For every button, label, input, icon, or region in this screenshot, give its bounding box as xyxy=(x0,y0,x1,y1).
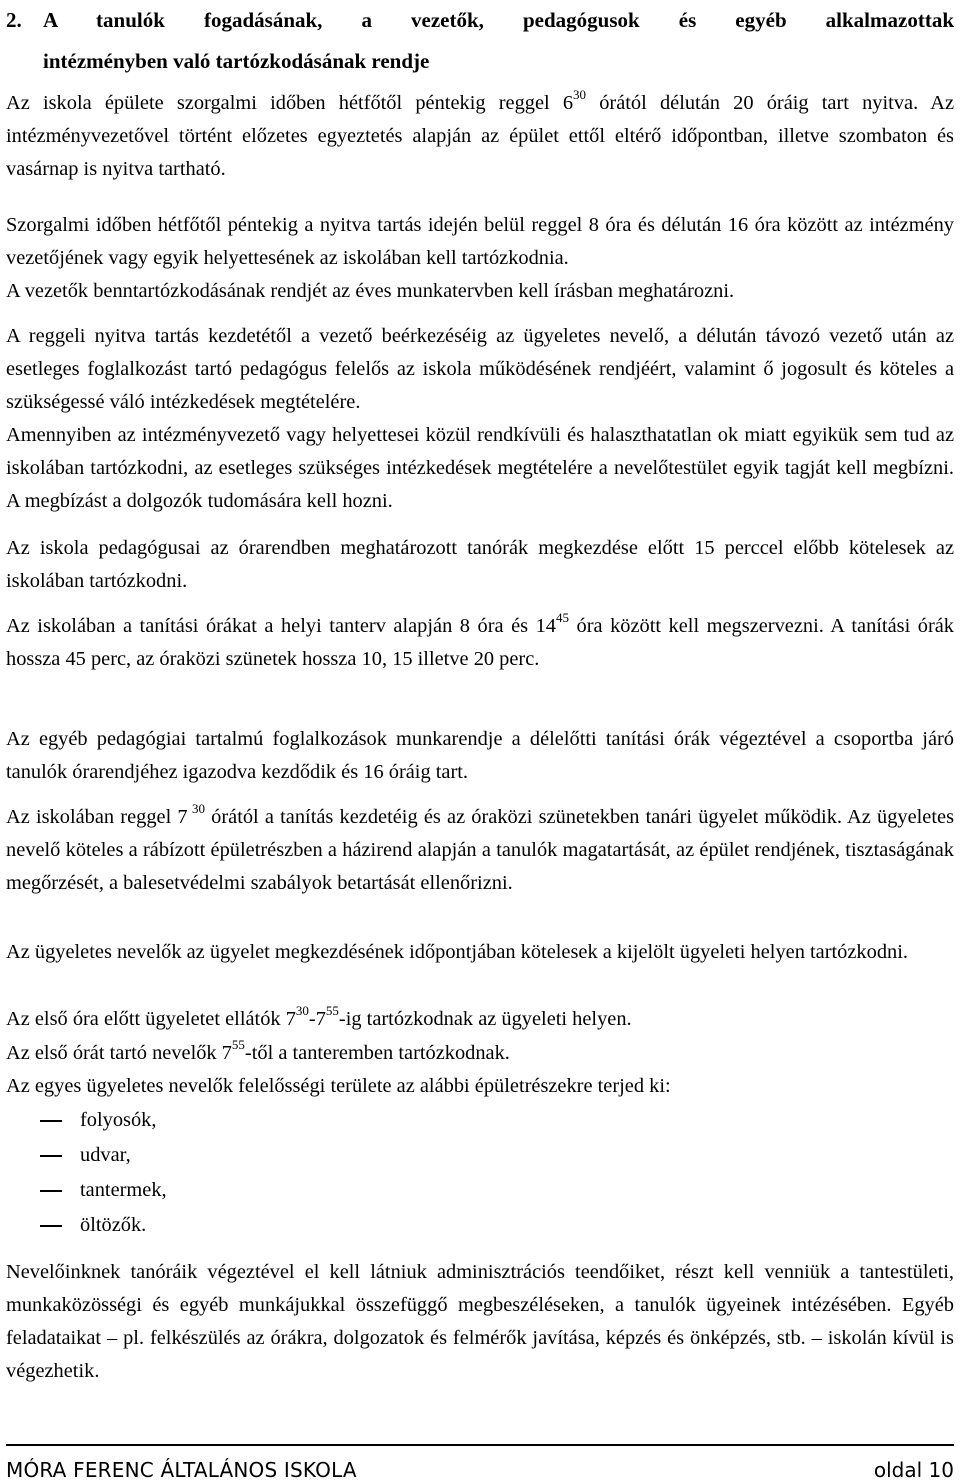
section-title-part2: intézményben való tartózkodásának rendje xyxy=(43,49,430,73)
section-title-part1: A tanulók fogadásának, a vezetők, pedagógusok és egyéb alkalmazottak xyxy=(43,8,954,32)
section-number: 2. xyxy=(6,8,22,32)
paragraph-responsibility: A reggeli nyitva tartás kezdetétől a vezető beérkezéséig az ügyeletes nevelő, a délután távozó vezető után az esetleges foglalkozást tartó pedagógus felelős az iskola működésének rendjéért, valamint ő jogosult és köteles a szükségessé váló intézkedések megtételére. xyxy=(6,325,954,413)
paragraph-morning-duty xyxy=(6,1003,954,1036)
dash-bullet-icon xyxy=(40,1190,62,1192)
footer-page-number: oldal 10 xyxy=(873,1458,954,1482)
list-item-label: udvar, xyxy=(80,1144,131,1166)
text-run: -7 xyxy=(308,1008,326,1030)
paragraph-duty-location: Az ügyeletes nevelők az ügyelet megkezdésének időpontjában kötelesek a kijelölt ügyeleti helyen tartózkodni. xyxy=(6,941,908,963)
section-heading xyxy=(6,0,954,82)
superscript: 45 xyxy=(555,610,569,626)
paragraph-opening-hours xyxy=(6,87,954,186)
paragraph-teacher-arrival: Az iskola pedagógusai az órarendben meghatározott tanórák megkezdése előtt 15 perccel előbb kötelesek az iskolában tartózkodni. xyxy=(6,537,954,592)
text-run: Az iskolában reggel 7 xyxy=(6,806,188,828)
superscript: 30 xyxy=(187,801,205,817)
list-item xyxy=(40,1138,440,1173)
text-run: -ig tartózkodnak az ügyeleti helyen. xyxy=(338,1008,632,1030)
paragraph-substitute: Amennyiben az intézményvezető vagy helyettesei közül rendkívüli és halaszthatatlan ok miatt egyikük sem tud az iskolában tartózkodni, az esetleges szükséges intézkedések megtételére a nevelőtestület egyik tagját kell megbízni. A megbízást a dolgozók tudomására kell hozni. xyxy=(6,424,954,512)
superscript: 55 xyxy=(325,1003,339,1019)
list-item-label: tantermek, xyxy=(80,1179,167,1201)
text-run: Az első óra előtt ügyeletet ellátók 7 xyxy=(6,1008,296,1030)
list-item xyxy=(40,1208,440,1243)
superscript: 30 xyxy=(295,1003,309,1019)
text-run: -től a tanteremben tartózkodnak. xyxy=(244,1042,510,1064)
text-run: Az iskola épülete szorgalmi időben hétfőtől péntekig reggel 6 xyxy=(6,92,574,114)
list-item xyxy=(40,1103,440,1138)
section-heading-line1 xyxy=(6,0,954,41)
text-run: órától délután 20 óráig tart nyitva. Az intézményvezetővel történt előzetes egyeztetés alapján az épület ettől eltérő időpontban, illetve szombaton és vasárnap is nyitva tartható. xyxy=(6,92,954,180)
text-run: órától a tanítás kezdetéig és az óraközi szünetekben tanári ügyelet működik. Az ügyeletes nevelő köteles a rábízott épületrészben a házirend alapján a tanulók magatartását, az épület rendjének, tisztaságának megőrzését, a balesetvédelmi szabályok betartását ellenőrizni. xyxy=(6,806,955,894)
paragraph-lesson-times xyxy=(6,610,954,676)
dash-bullet-icon xyxy=(40,1155,62,1157)
list-item-label: folyosók, xyxy=(80,1109,157,1131)
paragraph-leader-presence: Szorgalmi időben hétfőtől péntekig a nyitva tartás idején belül reggel 8 óra és délután 16 óra között az intézmény vezetőjének vagy egyik helyettesének az iskolában kell tartózkodnia. xyxy=(6,214,954,269)
text-run: óra között kell megszervezni. A tanítási órák hossza 45 perc, az óraközi szünetek hossza 10, 15 illetve 20 perc. xyxy=(6,615,954,670)
paragraph-other-activities: Az egyéb pedagógiai tartalmú foglalkozások munkarendje a délelőtti tanítási órák végeztével a csoportba járó tanulók órarendjéhez igazodva kezdődik és 16 óráig tart. xyxy=(6,728,954,783)
footer-school-name: MÓRA FERENC ÁLTALÁNOS ISKOLA xyxy=(6,1458,357,1482)
paragraph-duty xyxy=(6,801,954,900)
duty-area-list xyxy=(40,1103,440,1243)
text-run: Az iskolában a tanítási órákat a helyi tanterv alapján 8 óra és 14 xyxy=(6,615,556,637)
text-run: Az első órát tartó nevelők 7 xyxy=(6,1042,232,1064)
paragraph-leader-schedule: A vezetők benntartózkodásának rendjét az éves munkatervben kell írásban meghatározni. xyxy=(6,280,735,302)
paragraph-first-lesson xyxy=(6,1037,954,1070)
paragraph-admin-duties: Nevelőinknek tanóráik végeztével el kell látniuk adminisztrációs teendőiket, részt kell venniük a tantestületi, munkaközösségi és egyéb munkájukkal összefüggő megbeszéléseken, a tanulók ügyeinek intézésében. Egyéb feladataikat – pl. felkészülés az órákra, dolgozatok és felmérők javítása, képzés és önképzés, stb. – iskolán kívül is végezhetik. xyxy=(6,1261,954,1382)
footer-divider xyxy=(6,1444,954,1446)
superscript: 30 xyxy=(573,87,587,103)
superscript: 55 xyxy=(231,1037,245,1053)
list-item-label: öltözők. xyxy=(80,1214,147,1236)
dash-bullet-icon xyxy=(40,1120,62,1122)
list-item xyxy=(40,1173,440,1208)
paragraph-duty-areas: Az egyes ügyeletes nevelők felelősségi területe az alábbi épületrészekre terjed ki: xyxy=(6,1075,671,1097)
dash-bullet-icon xyxy=(40,1225,62,1227)
